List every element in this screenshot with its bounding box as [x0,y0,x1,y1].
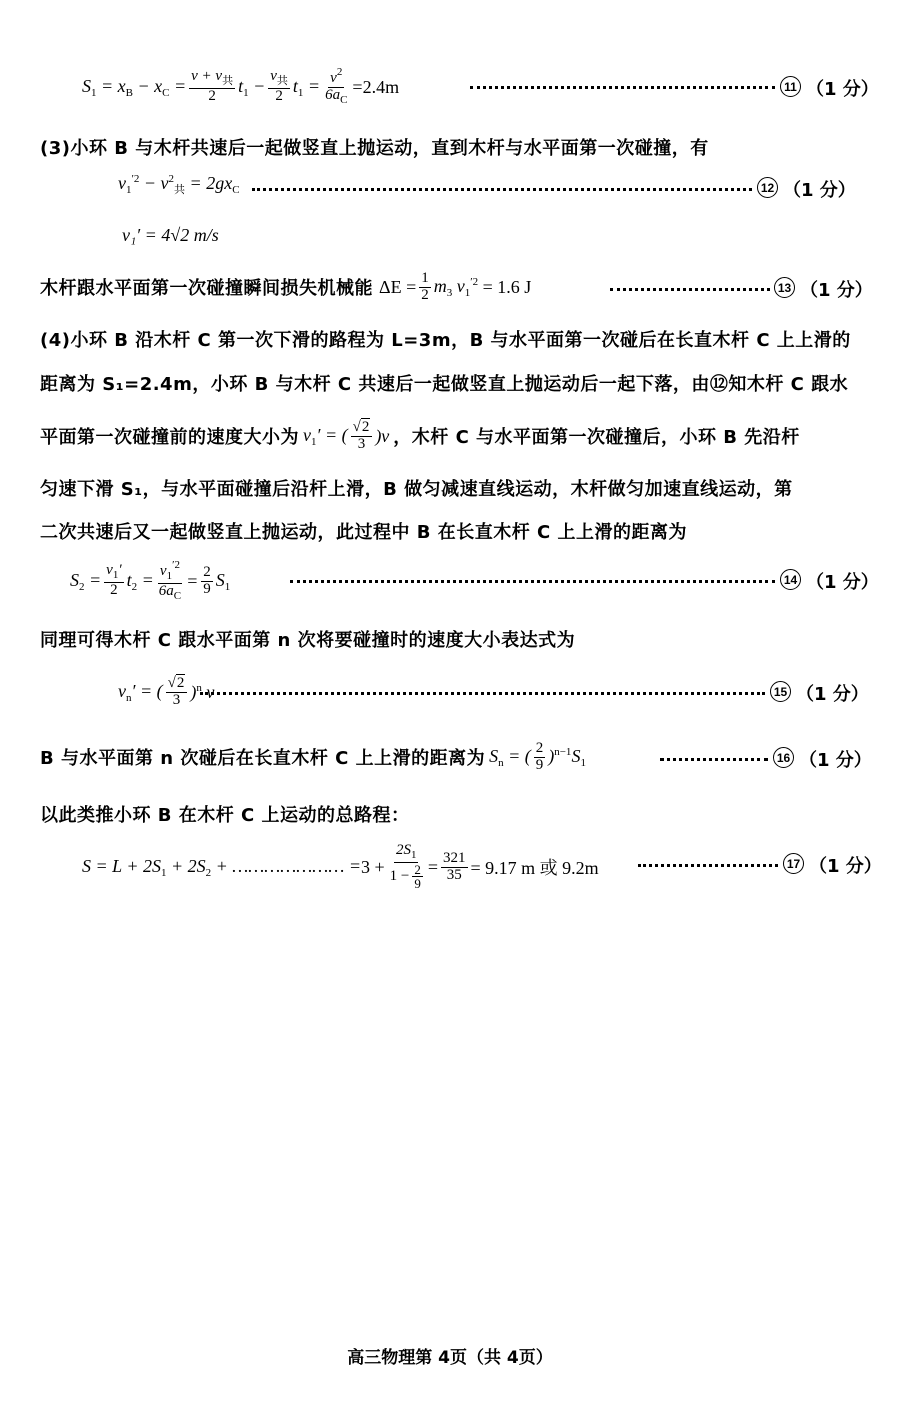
leader-16 [660,758,768,761]
score-16: （1 分） [799,750,872,771]
score-17: （1 分） [809,856,882,877]
marker-11: 11 [780,76,801,97]
p4-line3: 平面第一次碰撞前的速度大小为 $v_1'$ = ( $\frac{√2}{3}$ )v ，木杆 C 与水平面第一次碰撞后，小环 B 先沿杆 [40,418,800,452]
leader-17 [638,864,778,867]
p3-intro: (3)小环 B 与木杆共速后一起做竖直上抛运动，直到木杆与水平面第一次碰撞，有 [40,138,709,159]
equation-14: $S_2$ = $\frac{v_1'}{2}$ $t_2$ = $\frac{v_1^{'2}}{6a_C}$ = $\frac{2}{9}$ $S_1$ [70,558,231,602]
marker-12: 12 [757,177,778,198]
p4-line3b: ，木杆 C 与水平面第一次碰撞后，小环 B 先沿杆 [393,427,800,448]
score-13: （1 分） [800,280,873,301]
score-15: （1 分） [796,684,869,705]
leader-13 [610,288,770,291]
same-reason-line: 同理可得木杆 C 跟水平面第 n 次将要碰撞时的速度大小表达式为 [40,630,576,651]
equation-12-result [122,225,219,246]
equation-17: $S = L + 2S_1 + 2S_2$ + ………………… = 3 + $2S_1$ 1 − $\frac{2}{9}$ = $\frac{321}{35}$ = 9.17 m 或 9.2m [82,842,599,892]
total-path-line: 以此类推小环 B 在木杆 C 上运动的总路程： [40,805,410,826]
marker-14: 14 [780,569,801,590]
marker-13: 13 [774,277,795,298]
p4-line4: 匀速下滑 S₁，与水平面碰撞后沿杆上滑，B 做匀减速直线运动，木杆做匀加速直线运动，第 [40,479,793,500]
eq17-result: = 9.17 m 或 9.2m [470,858,599,878]
p4-line1: (4)小环 B 沿木杆 C 第一次下滑的路程为 L=3m，B 与水平面第一次碰后在长直木杆 C 上上滑的 [40,330,851,351]
bn-distance-text: B 与水平面第 n 次碰后在长直木杆 C 上上滑的距离为 [40,748,486,769]
score-11: （1 分） [806,79,879,100]
leader-11 [470,86,775,89]
p4-line3a: 平面第一次碰撞前的速度大小为 [40,427,299,448]
marker-16: 16 [773,747,794,768]
equation-15: $v_n'$ = ( $\frac{√2}{3}$ )$^n$ v [118,674,215,708]
page-footer: 高三物理第 4页（共 4页） [347,1348,553,1368]
p4-line2: 距离为 S₁=2.4m，小环 B 与木杆 C 共速后一起做竖直上抛运动后一起下落，由⑫知木杆 C 跟水 [40,374,849,395]
leader-15 [200,692,765,695]
bn-distance-line: B 与水平面第 n 次碰后在长直木杆 C 上上滑的距离为 $S_n$ = ( $\frac{2}{9}$ )$^{n-1}S_1$ [40,739,586,773]
leader-12 [252,188,752,191]
score-14: （1 分） [806,572,879,593]
equation-11: $S_1 = x_B - x_C$ = $\frac{v + v_共}{2}$ $t_1$ − $\frac{v_共}{2}$ $t_1$ = $\frac{v^2}{6a_C}$ =2.4m [82,66,400,107]
eq11-result: =2.4m [352,76,400,97]
eq13-result: = 1.6 J [482,276,532,297]
leader-14 [290,580,775,583]
p4-line5: 二次共速后又一起做竖直上抛运动，此过程中 B 在长直木杆 C 上上滑的距离为 [40,522,687,543]
marker-15: 15 [770,681,791,702]
eq12-result: v₁′ = 4√2 m/s [122,225,219,245]
score-12: （1 分） [783,180,856,201]
equation-12: $v_1^{'2} - v^2_共 = 2gx_C$ [118,173,240,196]
energy-loss-text: 木杆跟水平面第一次碰撞瞬间损失机械能 [40,278,373,299]
marker-17: 17 [783,853,804,874]
energy-loss-line: 木杆跟水平面第一次碰撞瞬间损失机械能 ΔE = $\frac{1}{2}$ $m_3$ $v_1^{'2}$ = 1.6 J [40,269,532,303]
